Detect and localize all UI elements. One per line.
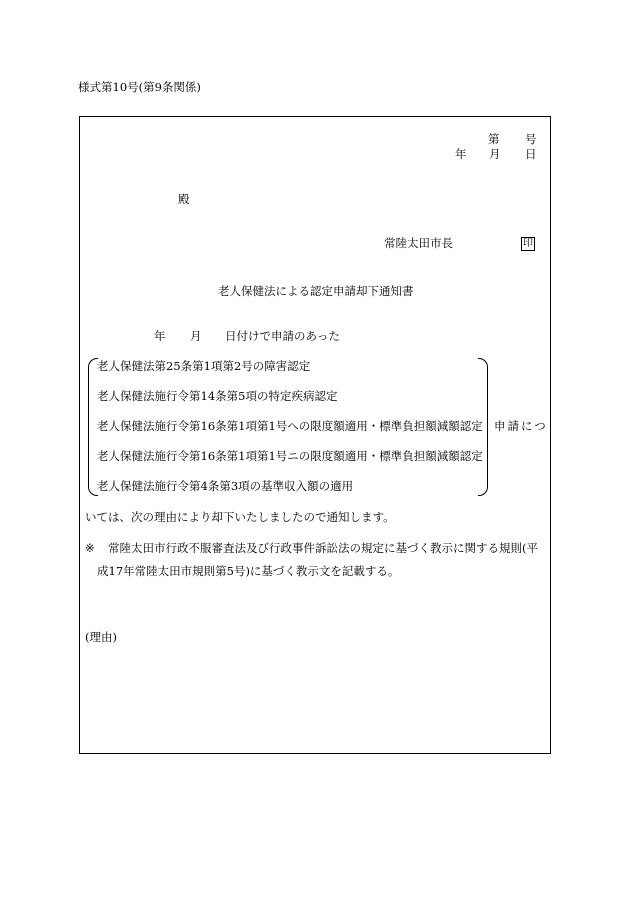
note-line-1: 常陸太田市行政不服審査法及び行政事件訴訟法の規定に基づく教示に関する規則(平: [108, 541, 538, 555]
number-go: 号: [525, 132, 537, 146]
intro-year: 年: [154, 329, 166, 343]
addressee-suffix: 殿: [178, 192, 190, 206]
document-title: 老人保健法による認定申請却下通知書: [218, 284, 414, 298]
date-month: 月: [489, 147, 501, 161]
seal-mark: 印: [523, 238, 533, 249]
date-year: 年: [455, 147, 467, 161]
number-dai: 第: [488, 132, 500, 146]
reason-label: (理由): [85, 630, 117, 644]
note-mark: ※: [85, 541, 95, 555]
note-line-2: 成17年常陸太田市規則第5号)に基づく教示文を記載する。: [97, 564, 400, 578]
brace-right-text: 申請につ: [494, 419, 548, 433]
intro-text: 日付けで申請のあった: [225, 329, 340, 343]
option-item: 老人保健法施行令第16条第1項第1号ニの限度額適用・標準負担額減額認定: [97, 449, 483, 463]
option-item: 老人保健法第25条第1項第2号の障害認定: [97, 359, 311, 373]
issuer-name: 常陸太田市長: [384, 236, 453, 250]
form-number-label: 様式第10号(第9条関係): [78, 80, 201, 94]
continuation-text: いては、次の理由により却下いたしましたので通知します。: [85, 510, 395, 524]
option-item: 老人保健法施行令第16条第1項第1号への限度額適用・標準負担額減額認定: [97, 419, 483, 433]
option-item: 老人保健法施行令第14条第5項の特定疾病認定: [97, 389, 338, 403]
date-day: 日: [525, 147, 537, 161]
option-item: 老人保健法施行令第4条第3項の基準収入額の適用: [97, 479, 354, 493]
intro-month: 月: [190, 329, 202, 343]
